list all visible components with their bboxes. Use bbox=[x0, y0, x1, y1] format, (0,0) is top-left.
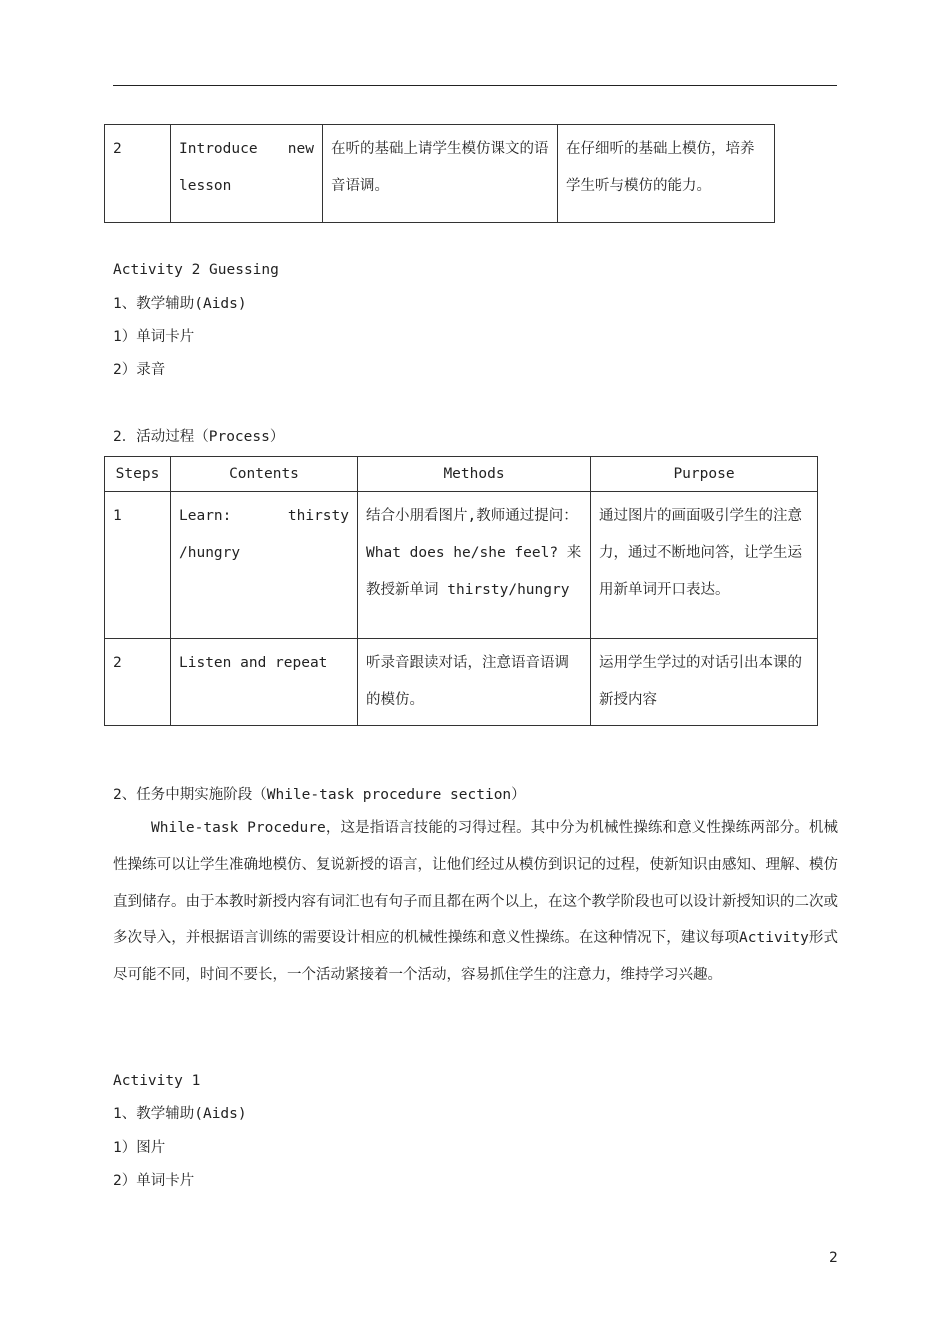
method-cell: 听录音跟读对话，注意语音语调的模仿。 bbox=[358, 639, 591, 726]
activity2-aid-2: 2）录音 bbox=[113, 362, 166, 378]
activity2-aids-heading: 1、教学辅助(Aids) bbox=[113, 296, 247, 312]
step-cell: 1 bbox=[105, 492, 171, 639]
step-cell: 2 bbox=[105, 639, 171, 726]
content-cell: Introduce new lesson bbox=[171, 125, 323, 223]
content-cell: Learn: thirsty /hungry bbox=[171, 492, 358, 639]
content-cell: Listen and repeat bbox=[171, 639, 358, 726]
activity2-process-heading: 2．活动过程（Process） bbox=[113, 429, 285, 445]
header-steps: Steps bbox=[105, 457, 171, 492]
purpose-cell: 通过图片的画面吸引学生的注意力，通过不断地问答，让学生运用新单词开口表达。 bbox=[591, 492, 818, 639]
step-cell: 2 bbox=[105, 125, 171, 223]
activity2-title: Activity 2 Guessing bbox=[113, 262, 279, 278]
header-contents: Contents bbox=[171, 457, 358, 492]
section-paragraph: While-task Procedure，这是指语言技能的习得过程。其中分为机械性操练和意义性操练两部分。机械性操练可以让学生准确地模仿、复说新授的语言，让他们经过从模仿到识记的过程，使新知识由感知、理解、模仿直到储存。由于本教时新授内容有词汇也有句子而且都在两个以上，在这个教学阶段也可以设计新授知识的二次或多次导入，并根据语言训练的需要设计相应的机械性操练和意义性操练。在这种情况下，建议每项Activity形式尽可能不同，时间不要长，一个活动紧接着一个活动，容易抓住学生的注意力，维持学习兴趣。 bbox=[113, 820, 838, 984]
header-methods: Methods bbox=[358, 457, 591, 492]
activity-table-2 bbox=[104, 456, 818, 726]
method-cell: 结合小朋看图片,教师通过提问：What does he/she feel? 来教授新单词 thirsty/hungry bbox=[358, 492, 591, 639]
method-cell: 在听的基础上请学生模仿课文的语音语调。 bbox=[323, 125, 558, 223]
header-purpose: Purpose bbox=[591, 457, 818, 492]
table-row bbox=[105, 492, 818, 639]
activity1-aid-1: 1）图片 bbox=[113, 1140, 166, 1156]
activity1-aid-2: 2）单词卡片 bbox=[113, 1173, 195, 1189]
table-row bbox=[105, 639, 818, 726]
section-heading: 2、任务中期实施阶段（While-task procedure section） bbox=[113, 787, 526, 803]
page-number: 2 bbox=[829, 1250, 838, 1266]
table-row bbox=[105, 125, 775, 223]
activity-table-1 bbox=[104, 124, 775, 223]
purpose-cell: 在仔细听的基础上模仿，培养学生听与模仿的能力。 bbox=[558, 125, 775, 223]
activity1-title: Activity 1 bbox=[113, 1073, 201, 1089]
activity1-aids-heading: 1、教学辅助(Aids) bbox=[113, 1106, 247, 1122]
activity2-aid-1: 1）单词卡片 bbox=[113, 329, 195, 345]
purpose-cell: 运用学生学过的对话引出本课的新授内容 bbox=[591, 639, 818, 726]
header-rule bbox=[113, 85, 837, 86]
table-header-row bbox=[105, 457, 818, 492]
